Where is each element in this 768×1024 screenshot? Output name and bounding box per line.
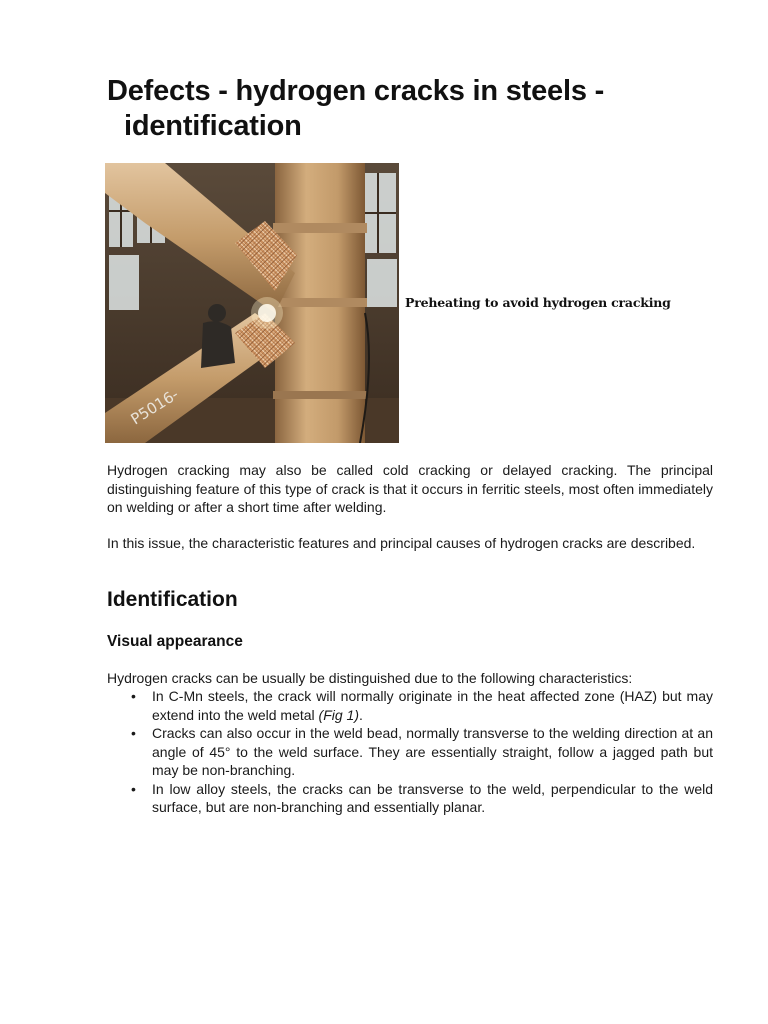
intro-paragraph-2: In this issue, the characteristic features and principal causes of hydrogen cracks are described. — [107, 535, 696, 551]
welding-photo — [105, 163, 399, 443]
list-item — [107, 780, 713, 817]
list-intro: Hydrogen cracks can be usually be distinguished due to the following characteristics: — [107, 670, 633, 686]
image-caption: Preheating to avoid hydrogen cracking — [405, 295, 671, 310]
heating-band — [273, 223, 367, 233]
characteristics-list — [107, 687, 713, 817]
title-line-2: identification — [124, 110, 302, 142]
intro-paragraph-1: Hydrogen cracking may also be called cold cracking or delayed cracking. The principal distinguishing feature of this type of crack is that it occurs in ferritic steels, most often immediately on welding or after a short time after welding. — [107, 462, 713, 515]
bullet-dot-icon: • — [131, 688, 136, 704]
weld-arc-halo — [251, 297, 283, 329]
heating-band — [273, 298, 367, 307]
heating-band — [273, 391, 367, 399]
list-item — [107, 724, 713, 780]
bullet-dot-icon: • — [131, 780, 136, 797]
title-line-1: Defects - hydrogen cracks in steels - — [107, 75, 605, 107]
list-item-text: In low alloy steels, the cracks can be transverse to the weld, perpendicular to the weld surface, but are non-branching and essentially planar. — [152, 780, 713, 815]
subsection-heading: Visual appearance — [107, 633, 243, 650]
section-heading: Identification — [107, 588, 238, 611]
list-item-text: Cracks can also occur in the weld bead, normally transverse to the welding direction at an angle of 45° to the weld surface. They are essentially straight, follow a jagged path but may be non-branching. — [152, 725, 713, 778]
figure-reference: (Fig 1) — [318, 706, 359, 723]
page-title — [107, 74, 707, 144]
list-item-tail: . — [359, 706, 363, 723]
pipe-marking-text: P5016- — [127, 385, 182, 429]
bullet-dot-icon: • — [131, 725, 136, 741]
list-item — [107, 687, 713, 724]
list-item-text: In C-Mn steels, the crack will normally originate in the heat affected zone (HAZ) but may extend into the weld metal — [152, 688, 713, 723]
